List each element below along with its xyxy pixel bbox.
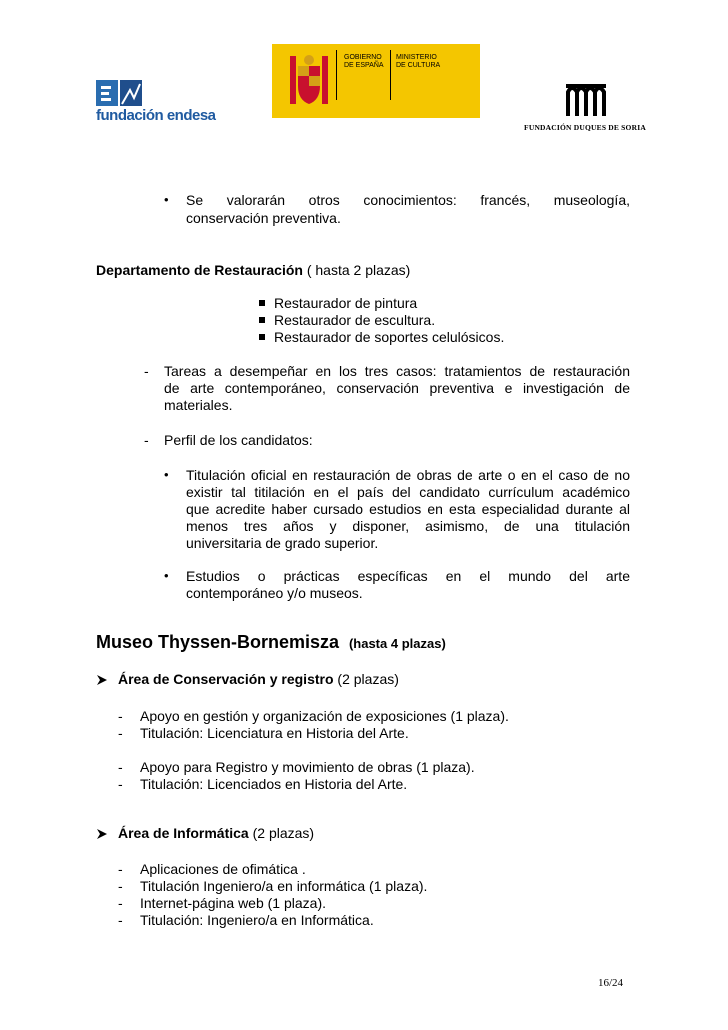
dash-bullet: - <box>118 861 123 877</box>
informatica-item: Internet-página web (1 plaza). <box>140 895 326 911</box>
ministerio-line1: MINISTERIO <box>396 54 437 61</box>
ministerio-divider <box>390 50 391 100</box>
gobierno-line1: GOBIERNO <box>344 54 382 61</box>
arches-icon <box>566 82 606 116</box>
square-bullet <box>259 317 265 323</box>
perfil1-line5: universitaria de grado superior. <box>186 535 379 551</box>
top-bullet-line1: Se valorarán otros conocimientos: francés, museología, <box>186 192 630 208</box>
fundacion-endesa-logo <box>96 78 226 126</box>
bullet-dot: • <box>164 568 169 583</box>
page-number: 16/24 <box>598 977 624 989</box>
position-item: Restaurador de pintura <box>274 295 418 311</box>
perfil1-line4: menos tres años y disponer, asimismo, de una titulación <box>186 518 630 534</box>
thyssen-title-suffix: (hasta 4 plazas) <box>348 636 446 651</box>
tareas-line1: Tareas a desempeñar en los tres casos: tratamientos de restauración <box>164 363 630 379</box>
position-item: Restaurador de escultura. <box>274 312 436 328</box>
perfil-label: Perfil de los candidatos: <box>164 432 313 448</box>
area-conservacion-suffix: (2 plazas) <box>333 671 399 687</box>
gobierno-divider <box>336 50 337 100</box>
soria-logo-text: FUNDACIÓN DUQUES DE SORIA <box>524 123 646 132</box>
dash-bullet: - <box>118 759 123 775</box>
informatica-item: Titulación Ingeniero/a en informática (1 plaza). <box>140 878 428 894</box>
dash-bullet: - <box>118 776 123 792</box>
conservacion-item: Titulación: Licenciados en Historia del Arte. <box>140 776 408 792</box>
perfil1-line3: que acredite haber cursado estudios en esta especialidad durante al <box>186 501 630 517</box>
restauracion-title: Departamento de Restauración <box>96 262 303 278</box>
restauracion-heading <box>96 262 410 278</box>
dash-bullet: - <box>144 432 149 448</box>
dash-bullet: - <box>118 912 123 928</box>
position-item: Restaurador de soportes celulósicos. <box>274 329 505 345</box>
dash-bullet: - <box>118 708 123 724</box>
perfil2-line2: contemporáneo y/o museos. <box>186 585 363 601</box>
square-bullet <box>259 334 265 340</box>
top-bullet-line2: conservación preventiva. <box>186 210 341 226</box>
tareas-line2: de arte contemporáneo, conservación preventiva e investigación de <box>164 380 630 396</box>
informatica-item: Aplicaciones de ofimática . <box>140 861 306 877</box>
gobierno-line2: DE ESPAÑA <box>344 62 384 69</box>
conservacion-item: Apoyo para Registro y movimiento de obras (1 plaza). <box>140 759 475 775</box>
conservacion-item: Titulación: Licenciatura en Historia del Arte. <box>140 725 409 741</box>
bullet-dot: • <box>164 467 169 482</box>
area-conservacion-title: Área de Conservación y registro <box>118 671 334 687</box>
ministerio-line2: DE CULTURA <box>396 62 441 69</box>
thyssen-heading <box>96 634 446 652</box>
dash-bullet: - <box>144 363 149 379</box>
dash-bullet: - <box>118 878 123 894</box>
perfil2-line1: Estudios o prácticas específicas en el mundo del arte <box>186 568 630 584</box>
endesa-logo-text: fundación endesa <box>96 107 216 124</box>
area-informatica-title: Área de Informática <box>118 825 249 841</box>
dash-bullet: - <box>118 725 123 741</box>
area-informatica-heading <box>118 825 314 841</box>
perfil1-line2: existir tal titilación en el país del candidato currículum académico <box>186 484 630 500</box>
coat-of-arms-icon <box>286 52 332 110</box>
area-conservacion-heading <box>118 671 399 687</box>
gobierno-ministerio-logo <box>272 44 480 118</box>
thyssen-title: Museo Thyssen-Bornemisza <box>96 632 340 652</box>
conservacion-item: Apoyo en gestión y organización de exposiciones (1 plaza). <box>140 708 509 724</box>
area-informatica-suffix: (2 plazas) <box>248 825 315 841</box>
fundacion-duques-soria-logo <box>510 82 670 132</box>
tareas-line3: materiales. <box>164 397 233 413</box>
dash-bullet: - <box>118 895 123 911</box>
arrow-bullet-icon <box>96 827 108 843</box>
bullet-dot: • <box>164 192 169 207</box>
square-bullet <box>259 300 265 306</box>
perfil1-line1: Titulación oficial en restauración de obras de arte o en el caso de no <box>186 467 630 483</box>
arrow-bullet-icon <box>96 673 108 689</box>
restauracion-title-suffix: ( hasta 2 plazas) <box>302 262 411 278</box>
informatica-item: Titulación: Ingeniero/a en Informática. <box>140 912 374 928</box>
